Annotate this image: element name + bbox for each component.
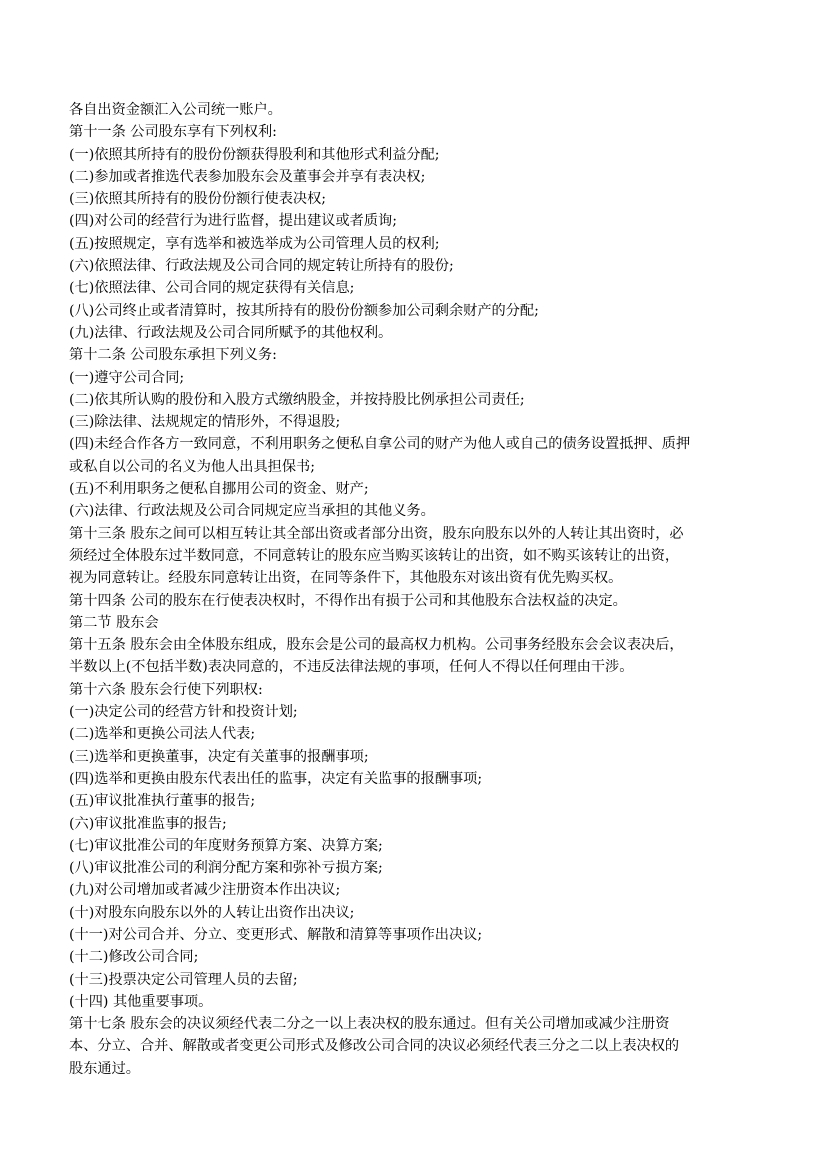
text-line: 本、分立、合并、解散或者变更公司形式及修改公司合同的决议必须经代表三分之二以上表决权的 (69, 1038, 680, 1055)
text-line: 第十四条 公司的股东在行使表决权时，不得作出有损于公司和其他股东合法权益的决定。 (69, 592, 627, 609)
text-line: (十二)修改公司合同; (69, 949, 199, 966)
text-line: 股东通过。 (69, 1060, 140, 1077)
text-line: (十)对股东向股东以外的人转让出资作出决议; (69, 904, 355, 921)
text-line: (三)除法律、法规规定的情形外，不得退股; (69, 414, 341, 431)
text-line: (四)未经合作各方一致同意，不利用职务之便私自拿公司的财产为他人或自己的债务设置抵押、质押 (69, 436, 691, 453)
text-line: 第十六条 股东会行使下列职权: (69, 681, 263, 698)
text-line: 或私自以公司的名义为他人出具担保书; (69, 458, 315, 475)
text-line: (四)选举和更换由股东代表出任的监事，决定有关监事的报酬事项; (69, 770, 483, 787)
text-line: (五)审议批准执行董事的报告; (69, 793, 256, 810)
text-line: 第十一条 公司股东享有下列权利: (69, 124, 277, 141)
text-line: 须经过全体股东过半数同意，不同意转让的股东应当购买该转让的出资，如不购买该转让的出资， (69, 547, 680, 564)
text-line: (一)决定公司的经营方针和投资计划; (69, 704, 298, 721)
text-line: 第十七条 股东会的决议须经代表二分之一以上表决权的股东通过。但有关公司增加或减少注册资 (69, 1016, 670, 1033)
text-line: 第十三条 股东之间可以相互转让其全部出资或者部分出资，股东向股东以外的人转让其出资时，必 (69, 525, 684, 542)
text-line: (四)对公司的经营行为进行监督，提出建议或者质询; (69, 213, 397, 230)
text-line: (一)遵守公司合同; (69, 369, 185, 386)
text-line: (二)参加或者推选代表参加股东会及董事会并享有表决权; (69, 168, 426, 185)
text-line: (三)依照其所持有的股份份额行使表决权; (69, 191, 327, 208)
text-line: 视为同意转让。经股东同意转让出资，在同等条件下，其他股东对该出资有优先购买权。 (69, 570, 623, 587)
text-line: (五)不利用职务之便私自挪用公司的资金、财产; (69, 481, 369, 498)
text-line: (六)依照法律、行政法规及公司合同的规定转让所持有的股份; (69, 258, 454, 275)
text-line: (三)选举和更换董事，决定有关董事的报酬事项; (69, 748, 369, 765)
text-line: (一)依照其所持有的股份份额获得股利和其他形式利益分配; (69, 146, 440, 163)
text-line: (五)按照规定，享有选举和被选举成为公司管理人员的权利; (69, 235, 440, 252)
text-line: (二)选举和更换公司法人代表; (69, 726, 256, 743)
text-line: (十四) 其他重要事项。 (69, 993, 213, 1010)
text-line: (十三)投票决定公司管理人员的去留; (69, 971, 298, 988)
text-line: (六)审议批准监事的报告; (69, 815, 227, 832)
text-line: (七)依照法律、公司合同的规定获得有关信息; (69, 280, 355, 297)
text-line: (六)法律、行政法规及公司合同规定应当承担的其他义务。 (69, 503, 435, 520)
text-line: (十一)对公司合并、分立、变更形式、解散和清算等事项作出决议; (69, 926, 483, 943)
text-line: (八)公司终止或者清算时，按其所持有的股份份额参加公司剩余财产的分配; (69, 302, 539, 319)
text-line: (二)依其所认购的股份和入股方式缴纳股金，并按持股比例承担公司责任; (69, 391, 525, 408)
text-line: 半数以上(不包括半数)表决同意的，不违反法律法规的事项，任何人不得以任何理由干涉。 (69, 659, 634, 676)
text-line: 各自出资金额汇入公司统一账户。 (69, 102, 282, 118)
text-line: 第十二条 公司股东承担下列义务: (69, 347, 277, 364)
text-line: 第二节 股东会 (69, 614, 159, 631)
text-line: (九)法律、行政法规及公司合同所赋予的其他权利。 (69, 324, 393, 341)
document-body (69, 99, 775, 1080)
text-line: (九)对公司增加或者减少注册资本作出决议; (69, 882, 341, 899)
text-line: (七)审议批准公司的年度财务预算方案、决算方案; (69, 837, 383, 854)
text-line: 第十五条 股东会由全体股东组成，股东会是公司的最高权力机构。公司事务经股东会会议表决后， (69, 637, 684, 654)
text-line: (八)审议批准公司的利润分配方案和弥补亏损方案; (69, 860, 383, 877)
